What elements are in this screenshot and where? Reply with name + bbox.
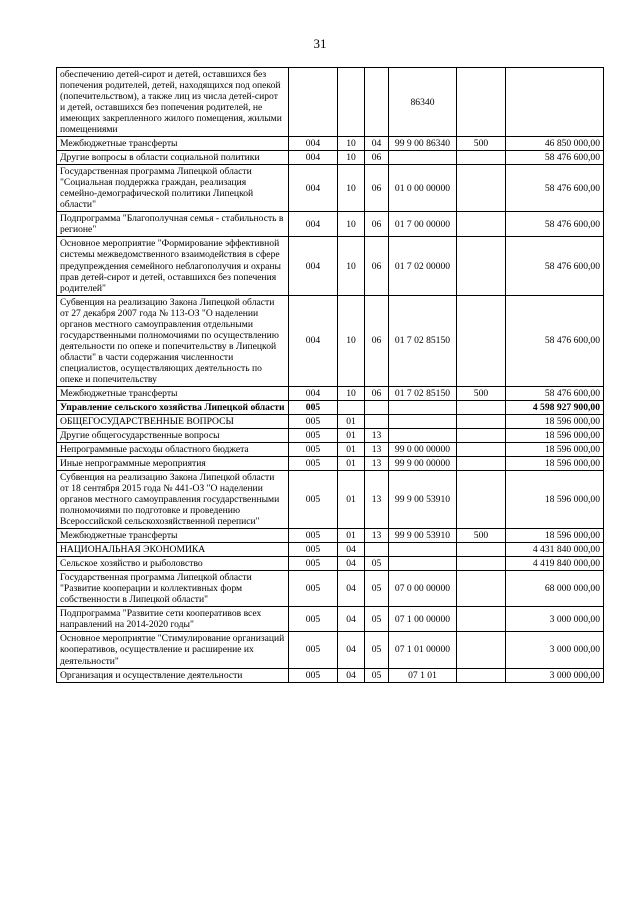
row-section: 10 [338,237,365,295]
table-row [57,165,604,212]
row-name: Межбюджетные трансферты [57,529,289,543]
row-section: 01 [338,414,365,428]
row-ministry: 005 [289,471,338,529]
row-section: 10 [338,165,365,212]
row-ministry: 004 [289,151,338,165]
row-amount: 3 000 000,00 [506,632,604,668]
row-amount: 46 850 000,00 [506,137,604,151]
row-subsection: 05 [365,668,389,682]
row-name: Основное мероприятие "Стимулирование организаций кооперативов, осуществление и расширение их деятельности" [57,632,289,668]
row-section: 10 [338,386,365,400]
row-section: 01 [338,442,365,456]
row-subsection: 13 [365,529,389,543]
row-target-article [389,543,457,557]
row-expense-type [457,632,506,668]
table-row [57,428,604,442]
row-expense-type: 500 [457,137,506,151]
row-ministry: 005 [289,400,338,414]
row-subsection: 06 [365,295,389,386]
table-row [57,529,604,543]
row-expense-type [457,165,506,212]
row-subsection: 05 [365,607,389,632]
row-name: Межбюджетные трансферты [57,137,289,151]
row-subsection: 05 [365,632,389,668]
row-amount: 68 000 000,00 [506,571,604,607]
row-ministry: 005 [289,543,338,557]
row-ministry: 005 [289,428,338,442]
row-target-article: 86340 [389,68,457,137]
row-subsection: 13 [365,428,389,442]
row-name: Организация и осуществление деятельности [57,668,289,682]
table-row [57,151,604,165]
row-section: 04 [338,607,365,632]
row-name: Межбюджетные трансферты [57,386,289,400]
row-target-article [389,151,457,165]
row-subsection [365,543,389,557]
row-target-article [389,428,457,442]
row-section: 04 [338,543,365,557]
row-name: ОБЩЕГОСУДАРСТВЕННЫЕ ВОПРОСЫ [57,414,289,428]
table-row [57,471,604,529]
row-section: 01 [338,457,365,471]
page-number: 31 [313,36,327,51]
row-subsection: 06 [365,165,389,212]
table-row [57,386,604,400]
table-row [57,607,604,632]
row-ministry: 004 [289,212,338,237]
row-ministry: 005 [289,529,338,543]
row-target-article: 01 0 00 00000 [389,165,457,212]
row-target-article: 99 9 00 00000 [389,457,457,471]
row-section: 10 [338,295,365,386]
row-name: Подпрограмма "Благополучная семья - стабильность в регионе" [57,212,289,237]
row-ministry: 005 [289,571,338,607]
row-amount: 58 476 600,00 [506,386,604,400]
row-ministry: 004 [289,137,338,151]
table-row [57,212,604,237]
table-row [57,237,604,295]
row-amount: 4 431 840 000,00 [506,543,604,557]
row-name: Субвенция на реализацию Закона Липецкой области от 27 декабря 2007 года № 113-ОЗ "О наделении органов местного самоуправления отдельными государственными полномочиями по осуществлению деятельности по опеке и попечительству в Липецкой области" в части содержания численности специалистов, осуществляющих деятельность по опеке и попечительству [57,295,289,386]
row-section: 04 [338,632,365,668]
row-expense-type [457,442,506,456]
row-amount: 58 476 600,00 [506,212,604,237]
row-section: 04 [338,557,365,571]
row-section: 10 [338,137,365,151]
row-subsection [365,68,389,137]
table-row [57,668,604,682]
row-name: обеспечению детей-сирот и детей, оставшихся без попечения родителей, детей, находящихся под опекой (попечительством), а также лиц из числа детей-сирот и детей, оставшихся без попечения родителей, не имеющих закрепленного жилого помещения, жилыми помещениями [57,68,289,137]
row-expense-type [457,151,506,165]
budget-table-body [57,68,604,683]
row-expense-type [457,295,506,386]
row-target-article: 01 7 02 85150 [389,295,457,386]
row-subsection: 05 [365,571,389,607]
row-ministry: 005 [289,442,338,456]
row-name: Государственная программа Липецкой области "Развитие кооперации и коллективных форм собственности в Липецкой области" [57,571,289,607]
row-expense-type [457,68,506,137]
row-expense-type [457,400,506,414]
row-expense-type [457,668,506,682]
row-name: Субвенция на реализацию Закона Липецкой области от 18 сентября 2015 года № 441-ОЗ "О наделении органов местного самоуправления государственными полномочиями по подготовке и проведению Всероссийской сельскохозяйственной переписи" [57,471,289,529]
row-subsection: 06 [365,386,389,400]
row-expense-type [457,428,506,442]
row-name: НАЦИОНАЛЬНАЯ ЭКОНОМИКА [57,543,289,557]
row-name: Сельское хозяйство и рыболовство [57,557,289,571]
row-section: 04 [338,571,365,607]
row-ministry [289,68,338,137]
row-subsection: 06 [365,151,389,165]
row-subsection: 04 [365,137,389,151]
row-name: Другие вопросы в области социальной политики [57,151,289,165]
row-ministry: 005 [289,668,338,682]
row-subsection: 13 [365,471,389,529]
row-ministry: 005 [289,607,338,632]
row-subsection [365,400,389,414]
row-name: Управление сельского хозяйства Липецкой области [57,400,289,414]
row-amount: 3 000 000,00 [506,607,604,632]
row-ministry: 005 [289,414,338,428]
table-row [57,442,604,456]
row-ministry: 004 [289,295,338,386]
row-amount [506,68,604,137]
row-target-article: 07 1 01 00000 [389,632,457,668]
row-subsection: 05 [365,557,389,571]
budget-table [56,67,604,683]
row-amount: 18 596 000,00 [506,414,604,428]
row-expense-type: 500 [457,386,506,400]
row-amount: 4 598 927 900,00 [506,400,604,414]
row-ministry: 005 [289,457,338,471]
row-expense-type [457,557,506,571]
row-subsection: 06 [365,237,389,295]
row-target-article [389,400,457,414]
table-row [57,68,604,137]
row-target-article [389,557,457,571]
row-target-article [389,414,457,428]
row-amount: 4 419 840 000,00 [506,557,604,571]
row-subsection: 13 [365,457,389,471]
row-amount: 58 476 600,00 [506,295,604,386]
row-ministry: 004 [289,386,338,400]
table-row [57,295,604,386]
row-expense-type [457,571,506,607]
row-amount: 58 476 600,00 [506,151,604,165]
row-ministry: 004 [289,237,338,295]
row-section: 01 [338,529,365,543]
row-subsection: 06 [365,212,389,237]
row-expense-type: 500 [457,529,506,543]
row-amount: 3 000 000,00 [506,668,604,682]
row-name: Непрограммные расходы областного бюджета [57,442,289,456]
row-target-article: 99 9 00 86340 [389,137,457,151]
row-ministry: 004 [289,165,338,212]
table-row [57,557,604,571]
row-amount: 18 596 000,00 [506,529,604,543]
row-amount: 18 596 000,00 [506,457,604,471]
row-target-article: 01 7 02 85150 [389,386,457,400]
row-name: Основное мероприятие "Формирование эффективной системы межведомственного взаимодействия в сфере предупреждения семейного неблагополучия и охраны прав детей-сирот и детей, оставшихся без попечения родителей" [57,237,289,295]
row-expense-type [457,607,506,632]
row-section: 01 [338,428,365,442]
row-subsection [365,414,389,428]
row-expense-type [457,457,506,471]
row-section: 04 [338,668,365,682]
table-row [57,543,604,557]
table-row [57,137,604,151]
table-row [57,457,604,471]
row-amount: 18 596 000,00 [506,442,604,456]
row-target-article: 99 0 00 00000 [389,442,457,456]
row-name: Подпрограмма "Развитие сети кооперативов всех направлений на 2014-2020 годы" [57,607,289,632]
row-expense-type [457,212,506,237]
row-expense-type [457,471,506,529]
row-section: 01 [338,471,365,529]
row-subsection: 13 [365,442,389,456]
row-section [338,400,365,414]
row-name: Другие общегосударственные вопросы [57,428,289,442]
row-expense-type [457,237,506,295]
row-target-article: 07 1 00 00000 [389,607,457,632]
row-target-article: 99 9 00 53910 [389,529,457,543]
row-section: 10 [338,151,365,165]
row-amount: 18 596 000,00 [506,428,604,442]
row-target-article: 99 9 00 53910 [389,471,457,529]
table-row-department [57,400,604,414]
table-row [57,414,604,428]
row-target-article: 01 7 02 00000 [389,237,457,295]
row-ministry: 005 [289,632,338,668]
table-row [57,571,604,607]
row-ministry: 005 [289,557,338,571]
row-expense-type [457,543,506,557]
row-name: Государственная программа Липецкой области "Социальная поддержка граждан, реализация семейно-демографической политики Липецкой области" [57,165,289,212]
row-expense-type [457,414,506,428]
row-amount: 58 476 600,00 [506,237,604,295]
row-amount: 58 476 600,00 [506,165,604,212]
row-section [338,68,365,137]
row-target-article: 07 0 00 00000 [389,571,457,607]
table-row [57,632,604,668]
row-section: 10 [338,212,365,237]
row-target-article: 07 1 01 [389,668,457,682]
row-amount: 18 596 000,00 [506,471,604,529]
row-name: Иные непрограммные мероприятия [57,457,289,471]
row-target-article: 01 7 00 00000 [389,212,457,237]
